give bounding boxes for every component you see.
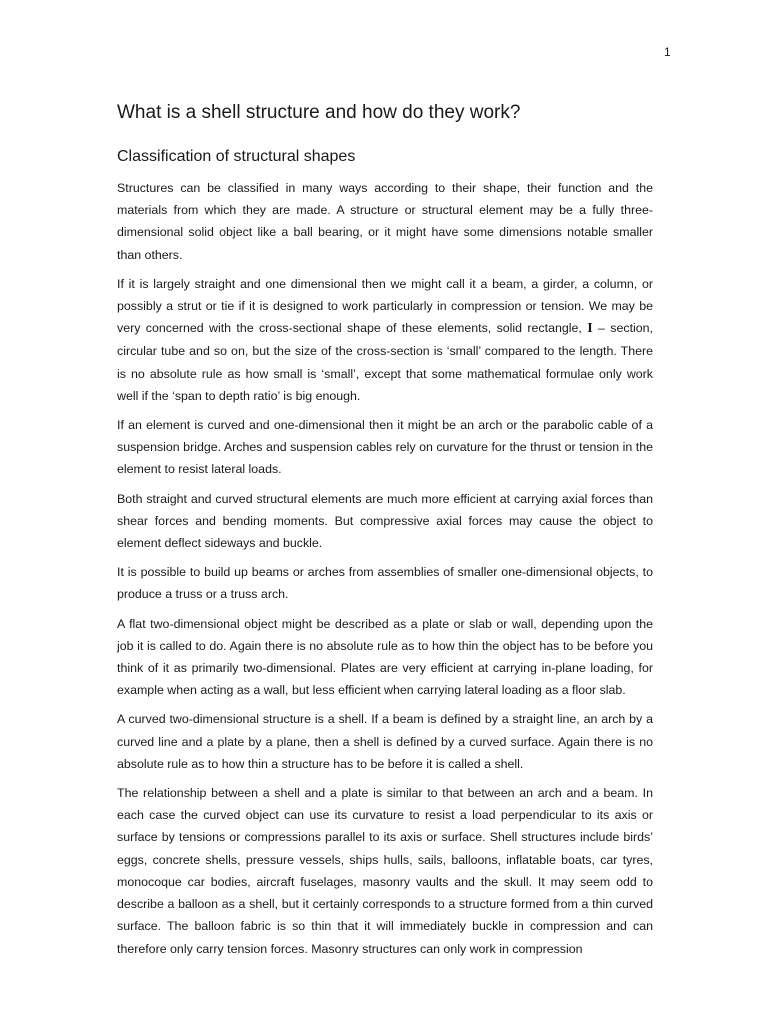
i-section-symbol: I [587, 321, 593, 337]
paragraph-7: A curved two-dimensional structure is a shell. If a beam is defined by a straight line, an arch by a curved line and a plate by a plane, then a shell is defined by a curved surface. Again there is no absolute rule as to how thin a structure has to be before it is called a shell. [117, 712, 653, 771]
document-body [117, 100, 653, 967]
paragraph-1: Structures can be classified in many ways according to their shape, their function and the materials from which they are made. A structure or structural element may be a fully three-dimensional solid object like a ball bearing, or it might have some dimensions notable smaller than others. [117, 181, 653, 262]
paragraph-3: If an element is curved and one-dimensional then it might be an arch or the parabolic cable of a suspension bridge. Arches and suspension cables rely on curvature for the thrust or tension in the element to resist lateral loads. [117, 418, 653, 477]
paragraph-2-text-before: If it is largely straight and one dimensional then we might call it a beam, a girder, a column, or possibly a strut or tie if it is designed to work particularly in compression or tension. We may be very concerned with the cross-sectional shape of these elements, solid rectangle, [117, 276, 653, 336]
paragraph-2-text-after: – section, circular tube and so on, but the size of the cross-section is ‘small’ compared to the length. There is no absolute rule as how small is ‘small’, except that some mathematical formulae only work well if the ‘span to depth ratio’ is big enough. [117, 321, 653, 403]
paragraph-5: It is possible to build up beams or arches from assemblies of smaller one-dimensional objects, to produce a truss or a truss arch. [117, 565, 653, 602]
paragraph-2 [117, 273, 653, 407]
page-number: 1 [664, 45, 671, 59]
paragraph-8: The relationship between a shell and a plate is similar to that between an arch and a beam. In each case the curved object can use its curvature to resist a load perpendicular to its axis or surface by tensions or compressions parallel to its axis or surface. Shell structures include birds’ eggs, concrete shells, pressure vessels, ships hulls, sails, balloons, inflatable boats, car tyres, monocoque car bodies, aircraft fuselages, masonry vaults and the skull. It may seem odd to describe a balloon as a shell, but it certainly corresponds to a structure formed from a thin curved surface. The balloon fabric is so thin that it will immediately buckle in compression and can therefore only carry tension forces. Masonry structures can only work in compression [117, 786, 653, 956]
paragraph-4: Both straight and curved structural elements are much more efficient at carrying axial forces than shear forces and bending moments. But compressive axial forces may cause the object to element deflect sideways and buckle. [117, 491, 653, 551]
paragraph-6: A flat two-dimensional object might be described as a plate or slab or wall, depending upon the job it is called to do. Again there is no absolute rule as to how thin the object has to be before you think of it as primarily two-dimensional. Plates are very efficient at carrying in-plane loading, for example when acting as a wall, but less efficient when carrying lateral loading as a floor slab. [117, 616, 653, 698]
section-heading: Classification of structural shapes [117, 148, 356, 165]
page-title: What is a shell structure and how do they work? [117, 102, 521, 123]
